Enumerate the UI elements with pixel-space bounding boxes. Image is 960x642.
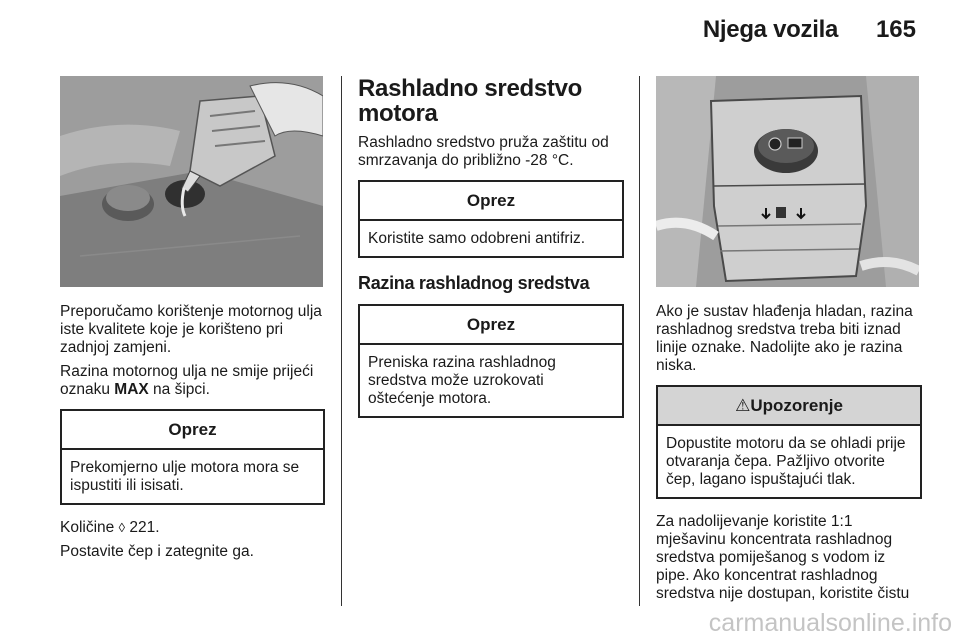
engine-oil-figure-icon [60,76,323,287]
caution-text: Preniska razina rashladnog sredstva može uzrokovati oštećenje motora. [368,354,556,407]
caution-title: Oprez [360,306,622,345]
caution-title: Oprez [360,182,622,221]
engine-oil-filler-illustration [60,76,323,287]
warning-title: Upozorenje [750,396,843,415]
page-header [0,0,960,60]
page-reference-icon: ◊ [118,520,126,535]
quantities-page[interactable]: 221. [125,519,160,536]
page-number: 165 [875,16,916,43]
cap-instruction: Postavite čep i zategnite ga. [60,543,254,560]
coolant-reservoir-illustration [656,76,919,287]
column-3 [656,76,922,609]
oil-quality-text: Preporučamo korištenje motornog ulja iste kvalitete koje je korišteno pri zadnjoj zamjeni. [60,303,322,356]
column-1 [60,76,325,567]
coolant-reservoir-figure-icon [656,76,919,287]
oil-level-text-b: na šipci. [148,381,210,398]
caution-text: Prekomjerno ulje motora mora se ispustiti ili isisati. [70,459,300,494]
column-2 [358,76,624,432]
watermark: carmanualsonline.info [708,609,952,637]
coolant-heading: Rashladno sredstvo motora [358,75,582,127]
oil-level-text-a: Razina motornog ulja ne smije prijeći oznaku [60,363,314,398]
column-divider-2 [639,76,640,606]
warning-header [658,387,920,426]
warning-text: Dopustite motoru da se ohladi prije otvaranja čepa. Pažljivo otvorite čep, lagano ispuštajući tlak. [666,435,906,488]
caution-box-antifreeze [358,180,624,258]
warning-triangle-icon: ⚠ [735,396,751,415]
max-mark: MAX [114,381,149,398]
section-title: Njega vozila [702,16,838,43]
quantities-reference [60,519,325,537]
caution-box-coolant-level [358,304,624,418]
caution-title: Oprez [62,411,323,450]
oil-level-text [60,363,325,399]
coolant-intro: Rashladno sredstvo pruža zaštitu od smrzavanja do približno -28 °C. [358,134,609,169]
column-divider-1 [341,76,342,606]
coolant-mix-text: Za nadolijevanje koristite 1:1 mješavinu koncentrata rashladnog sredstva pomiješanog s vodom iz pipe. Ako koncentrat rashladnog sredstva nije dostupan, koristite čistu [656,513,910,602]
warning-box-hot-coolant [656,385,922,499]
quantities-label: Količine [60,519,119,536]
caution-box-oil [60,409,325,505]
caution-text: Koristite samo odobreni antifriz. [368,230,586,247]
coolant-level-text: Ako je sustav hlađenja hladan, razina rashladnog sredstva treba biti iznad linije oznake. Nadolijte ako je razina niska. [656,303,913,374]
coolant-level-subheading: Razina rashladnog sredstva [358,273,590,293]
